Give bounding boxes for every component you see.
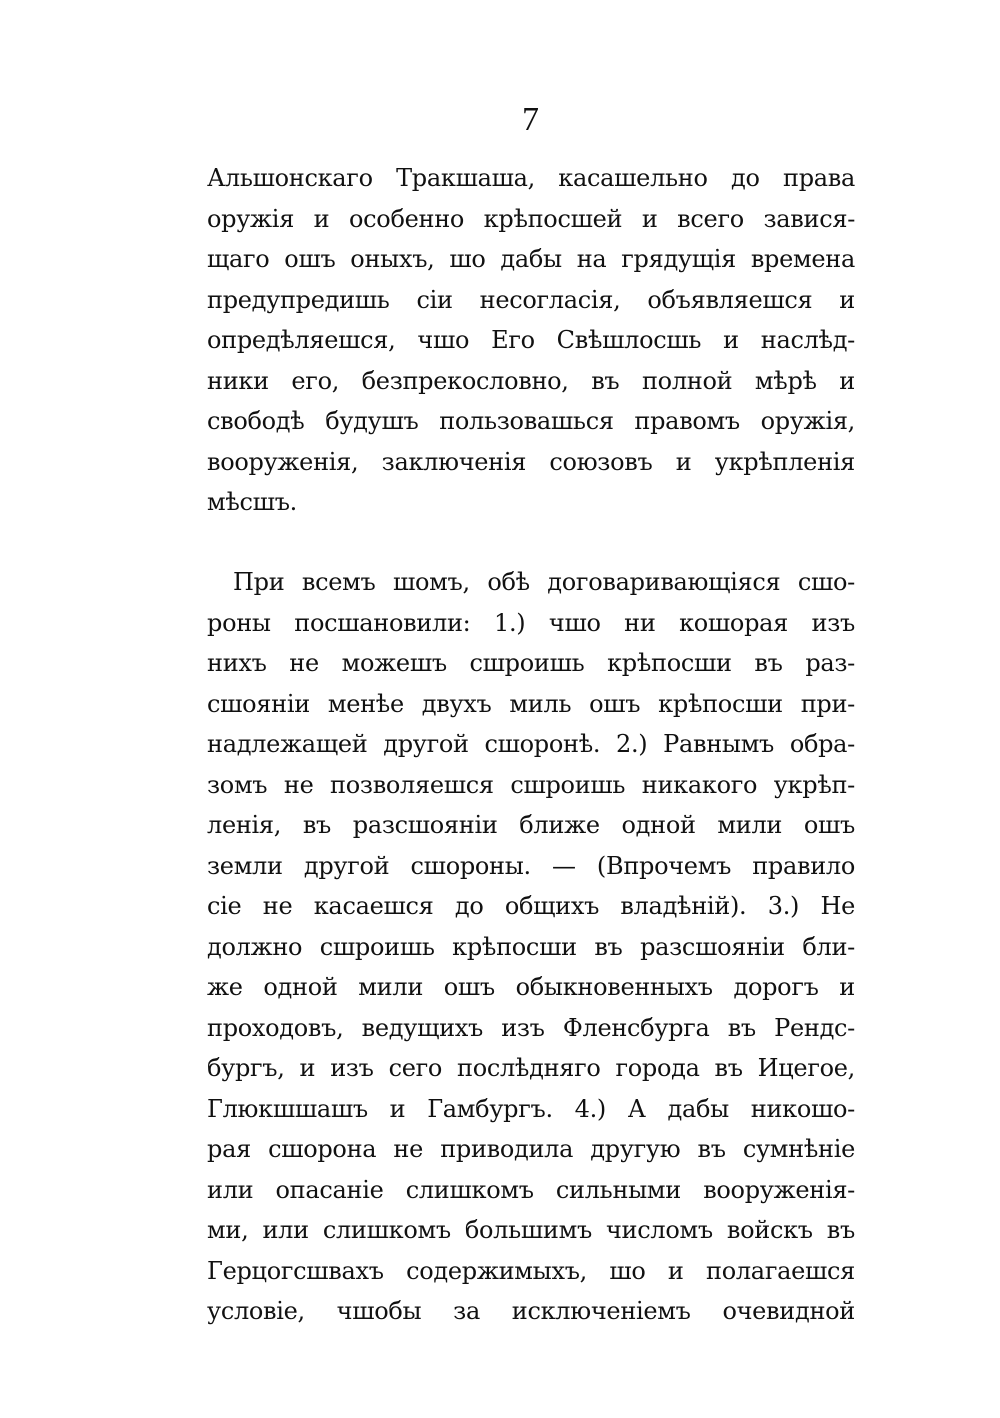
paragraph-1 — [207, 158, 855, 523]
text-line: бургъ, и изъ сего послѣдняго города въ Ицегое, — [207, 1054, 855, 1082]
text-line: роны посшановили: 1.) чшо ни кошорая изъ — [207, 608, 855, 637]
paragraph-2 — [207, 562, 855, 1332]
text-line: Альшонскаго Тракшаша, касашельно до права — [207, 164, 855, 192]
text-line: оружія и особенно крѣпосшей и всего завися- — [207, 204, 855, 233]
text-line: должно сшроишь крѣпосши въ разсшояніи бли- — [207, 932, 855, 961]
text-line: мѣсшъ. — [207, 488, 297, 516]
text-line: свободѣ будушъ пользовашься правомъ оружія, — [207, 407, 855, 435]
text-line: условіе, чшобы за исключеніемъ очевидной — [207, 1297, 855, 1325]
page-number: 7 — [522, 101, 539, 138]
text-line: опредѣляешся, чшо Его Свѣшлосшь и наслѣд- — [207, 326, 855, 354]
text-line: Герцогсшвахъ содержимыхъ, шо и полагаешся — [207, 1256, 855, 1285]
text-line: же одной мили ошъ обыкновенныхъ дорогъ и — [207, 973, 855, 1001]
text-line: предупредишь сіи несогласія, объявляешся и — [207, 285, 855, 314]
text-line: вооруженія, заключенія союзовъ и укрѣпленія — [207, 447, 855, 476]
text-line: щаго ошъ оныхъ, шо дабы на грядущія времена — [207, 245, 855, 273]
text-line: Глюкшшашъ и Гамбургъ. 4.) А дабы никошо- — [207, 1094, 855, 1123]
text-line: надлежащей другой сшоронѣ. 2.) Равнымъ обра- — [207, 730, 855, 758]
text-line: или опасаніе слишкомъ сильными вооруженія- — [207, 1175, 855, 1204]
text-line: ми, или слишкомъ большимъ числомъ войскъ въ — [207, 1216, 855, 1244]
text-line: ленія, въ разсшояніи ближе одной мили ошъ — [207, 811, 855, 839]
text-line: проходовъ, ведущихъ изъ Фленсбурга въ Рендс- — [207, 1013, 855, 1042]
text-line: нихъ не можешъ сшроишь крѣпосши въ раз- — [207, 649, 855, 677]
text-line: сіе не касаешся до общихъ владѣній). 3.) Не — [207, 892, 855, 920]
text-line: При всемъ шомъ, обѣ договаривающіяся сшо- — [233, 568, 855, 596]
text-line: зомъ не позволяешся сшроишь никакого укрѣп- — [207, 770, 855, 799]
text-line: ники его, безпрекословно, въ полной мѣрѣ и — [207, 366, 855, 395]
text-line: земли другой сшороны. — (Впрочемъ правило — [207, 851, 855, 880]
text-line: рая сшорона не приводила другую въ сумнѣніе — [207, 1135, 855, 1163]
text-line: сшояніи менѣе двухъ миль ошъ крѣпосши при- — [207, 689, 855, 718]
